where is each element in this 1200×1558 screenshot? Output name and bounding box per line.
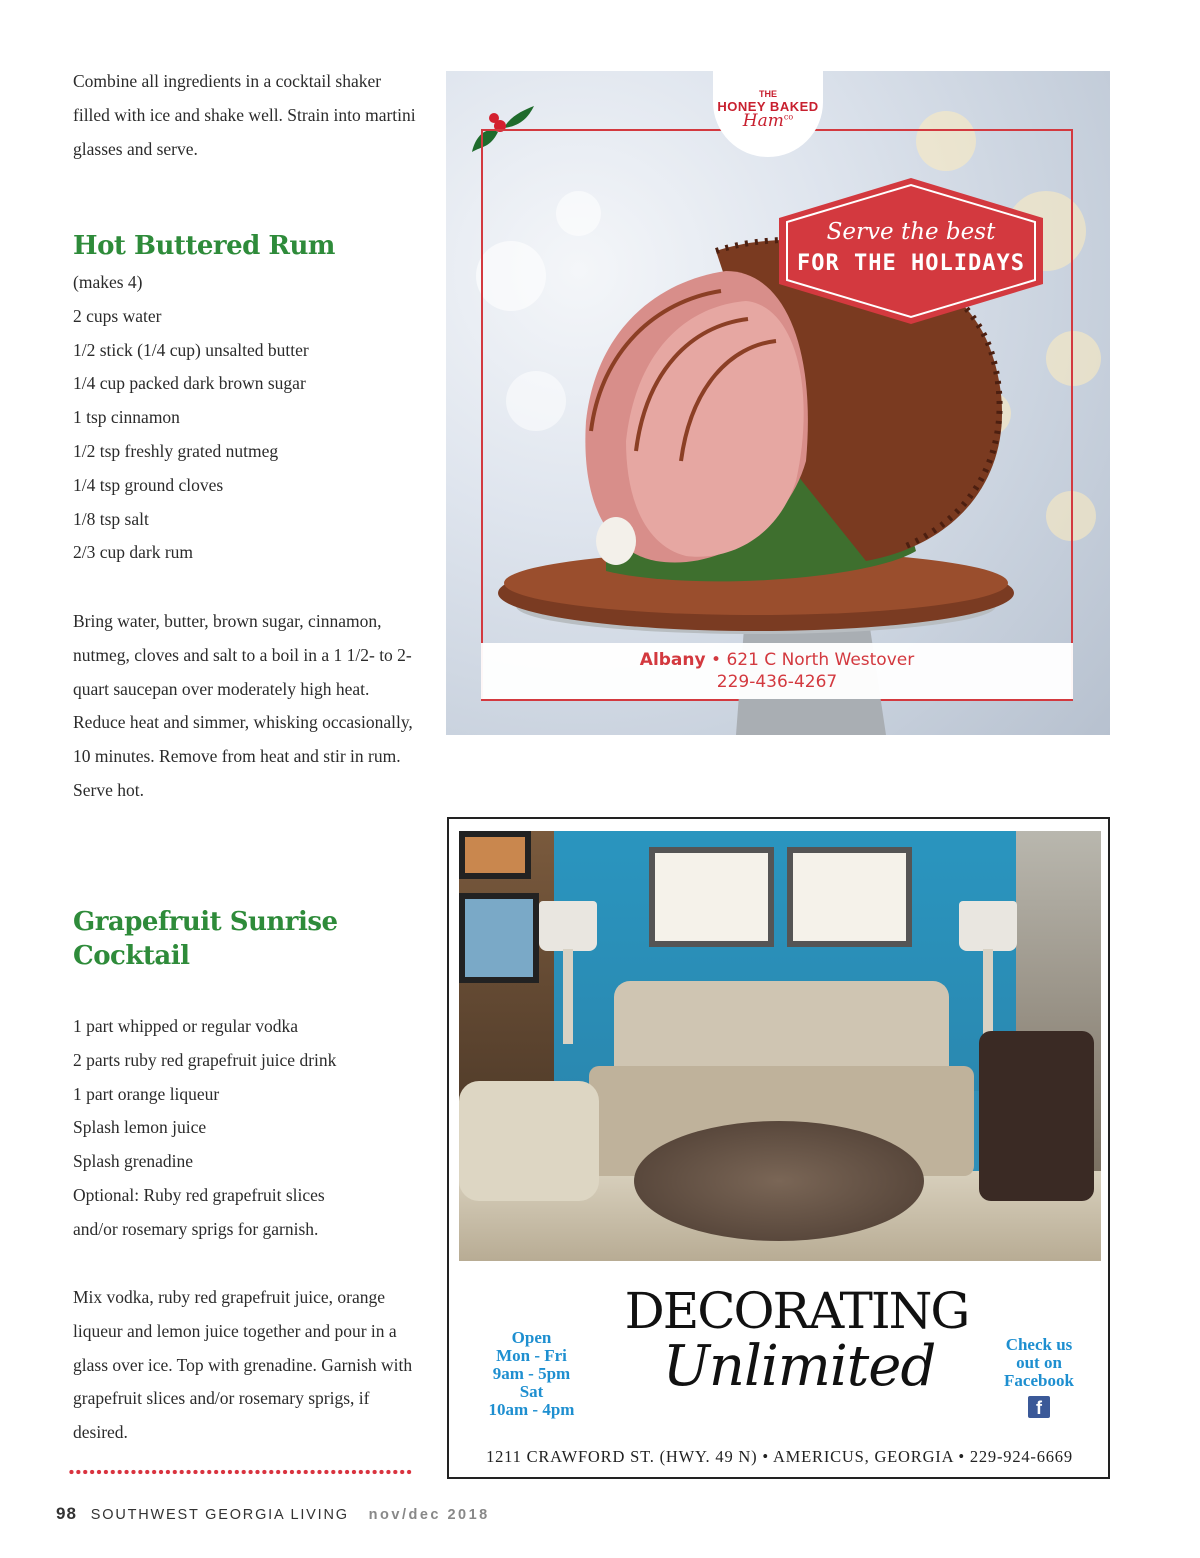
recipe-title-line1: Grapefruit Sunrise <box>73 907 338 937</box>
recipe-title-grapefruit-sunrise <box>73 905 423 973</box>
decorating-address: 1211 CRAWFORD ST. (HWY. 49 N) • AMERICUS, GEORGIA • 229-924-6669 <box>486 1447 1073 1466</box>
social-line: Facebook <box>1004 1371 1074 1390</box>
recipe-title-hot-buttered-rum: Hot Buttered Rum <box>73 231 335 261</box>
hours-line: Mon - Fri <box>496 1346 567 1365</box>
ingredient-item: 1 part orange liqueur <box>73 1083 220 1104</box>
grapefruit-sunrise-ingredients <box>73 1010 423 1247</box>
ingredient-item: 1/8 tsp salt <box>73 508 149 529</box>
grapefruit-sunrise-directions: Mix vodka, ruby red grapefruit juice, orange liqueur and lemon juice together and pour in a glass over ice. Top with grenadine. Garnish with grapefruit slices and/or rosemary sprigs, if desired. <box>73 1287 413 1443</box>
logo-ham: Ham$^{co}$ <box>742 111 794 131</box>
decorating-unlimited-logo-script: Unlimited <box>662 1334 936 1399</box>
recipe-title-line2: Cocktail <box>73 941 190 971</box>
facebook-icon[interactable]: f <box>1028 1396 1050 1418</box>
ingredient-item: 1 tsp cinnamon <box>73 407 180 428</box>
ingredient-item: Optional: Ruby red grapefruit slices <box>73 1184 325 1205</box>
logo-brand: HONEY BAKED <box>717 99 819 114</box>
social-line: Check us <box>1005 1335 1073 1354</box>
tagline-script: Serve the best <box>826 219 996 245</box>
magazine-name: SOUTHWEST GEORGIA LIVING <box>90 1507 349 1523</box>
hot-buttered-rum-ingredients <box>73 266 423 570</box>
store-address: 621 C North Westover <box>726 650 915 670</box>
hours-line: 9am - 5pm <box>492 1364 571 1383</box>
logo-the: THE <box>759 89 777 99</box>
store-phone[interactable]: 229-436-4267 <box>716 672 838 692</box>
hours-line: 10am - 4pm <box>488 1400 575 1419</box>
ingredient-item: Splash lemon juice <box>73 1117 207 1138</box>
bullet-separator: • <box>711 650 722 670</box>
ingredient-item: (makes 4) <box>73 272 143 292</box>
ingredient-item: 1/4 tsp ground cloves <box>73 474 224 495</box>
framed-cow-print-left <box>649 847 774 947</box>
ingredient-item: 2/3 cup dark rum <box>73 542 194 563</box>
hours-line: Open <box>511 1328 552 1347</box>
facebook-callout[interactable] <box>979 1336 1099 1418</box>
ingredient-item: 1/2 stick (1/4 cup) unsalted butter <box>73 339 309 360</box>
honey-baked-ham-ad[interactable] <box>446 71 1110 735</box>
decorating-unlimited-logo-title: DECORATING <box>624 1282 969 1340</box>
ingredient-item: 1/4 cup packed dark brown sugar <box>73 373 306 394</box>
framed-cow-print-right <box>787 847 912 947</box>
hours-line: Sat <box>519 1382 544 1401</box>
store-hours <box>474 1329 589 1419</box>
ingredient-item: 2 parts ruby red grapefruit juice drink <box>73 1049 337 1070</box>
social-line: out on <box>1016 1353 1062 1372</box>
store-city: Albany <box>639 650 706 670</box>
decorating-unlimited-ad[interactable] <box>447 817 1110 1479</box>
page-number: 98 <box>56 1504 77 1523</box>
dotted-divider <box>68 1468 412 1476</box>
ingredient-item: 1 part whipped or regular vodka <box>73 1016 298 1036</box>
ingredient-item: and/or rosemary sprigs for garnish. <box>73 1218 319 1239</box>
tagline-caps: FOR THE HOLIDAYS <box>797 251 1025 276</box>
showroom-photo <box>459 831 1101 1261</box>
ingredient-item: 1/2 tsp freshly grated nutmeg <box>73 440 279 461</box>
ham-address-bar <box>481 643 1073 699</box>
ingredient-item: Splash grenadine <box>73 1151 194 1172</box>
intro-paragraph: Combine all ingredients in a cocktail shaker filled with ice and shake well. Strain into martini glasses and serve. <box>73 71 416 159</box>
ingredient-item: 2 cups water <box>73 305 162 326</box>
issue-date: nov/dec 2018 <box>368 1507 490 1523</box>
hot-buttered-rum-directions: Bring water, butter, brown sugar, cinnamon, nutmeg, cloves and salt to a boil in a 1 1/2- to 2-quart saucepan over moderately high heat. Reduce heat and simmer, whisking occasionally, 10 minutes. Remove from heat and stir in rum. Serve hot. <box>73 611 413 800</box>
page-footer <box>56 1504 490 1524</box>
